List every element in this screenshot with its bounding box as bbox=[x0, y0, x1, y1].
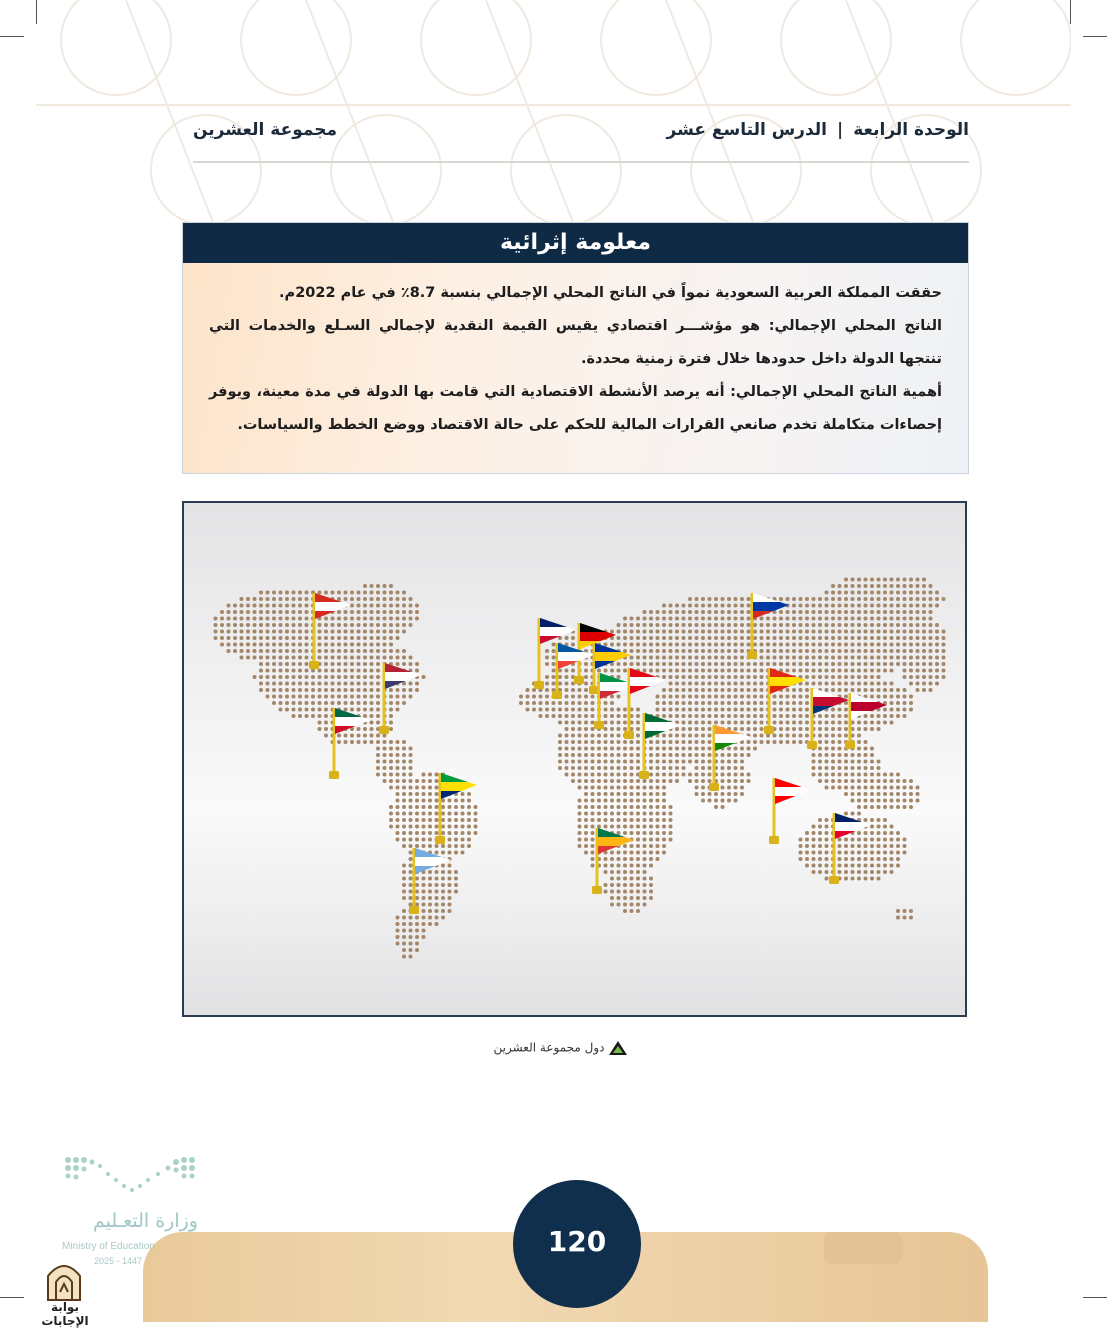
crop-mark bbox=[1083, 1297, 1107, 1298]
ministry-year: 2025 - 1447 bbox=[94, 1256, 143, 1266]
ministry-name-arabic: وزارة التعـليم bbox=[92, 1210, 198, 1232]
unit-title: الوحدة الرابعة bbox=[853, 120, 969, 140]
watermark-stamp bbox=[822, 1228, 904, 1268]
header-separator: | bbox=[836, 120, 844, 140]
ministry-logo-dots-icon bbox=[62, 1154, 198, 1198]
flag-usa-icon bbox=[379, 663, 421, 734]
info-paragraph: أهمية الناتج المحلي الإجمالي: أنه يرصد الأنشطة الاقتصادية التي قامت بها الدولة في مدة معينة، ويوفر إحصاءات متكاملة تخدم صانعي القرارات المالية للحكم على حالة الاقتصاد ووضع الخطط والسياسات. bbox=[209, 384, 942, 433]
crop-mark bbox=[1070, 0, 1071, 24]
caption-text: دول مجموعة العشرين bbox=[493, 1040, 605, 1055]
flag-indonesia-icon bbox=[769, 778, 811, 844]
triangle-icon bbox=[608, 1040, 628, 1056]
ministry-name-english: Ministry of Education bbox=[62, 1241, 155, 1252]
info-paragraph: الناتج المحلي الإجمالي: هو مؤشـــر اقتصادي يقيس القيمة النقدية لإجمالي السـلع والخدمات التي تنتجها الدولة داخل حدودها خلال فترة زمنية محددة. bbox=[209, 318, 942, 367]
g20-world-map bbox=[182, 501, 967, 1017]
answers-portal-label: بوابة الإجابات bbox=[41, 1300, 89, 1328]
flag-saudi-arabia-icon bbox=[639, 713, 681, 779]
crop-mark bbox=[36, 0, 37, 24]
page-header bbox=[193, 112, 969, 164]
answers-portal-logo-icon bbox=[42, 1256, 86, 1302]
info-box-body bbox=[183, 263, 968, 442]
lesson-title: الدرس التاسع عشر bbox=[666, 120, 827, 140]
map-caption bbox=[480, 1040, 642, 1064]
info-paragraph: حققت المملكة العربية السعودية نمواً في الناتج المحلي الإجمالي بنسبة 8.7٪ في عام 2022م. bbox=[279, 285, 942, 301]
info-box-title: معلومة إثرائية bbox=[183, 223, 968, 263]
flag-south-korea-icon bbox=[807, 688, 849, 749]
header-divider bbox=[193, 161, 969, 163]
page-number: 120 bbox=[547, 1225, 607, 1258]
topic-title: مجموعة العشرين bbox=[193, 120, 338, 140]
crop-mark bbox=[0, 1297, 24, 1298]
unit-lesson-label bbox=[667, 120, 969, 140]
world-map-illustration bbox=[184, 503, 965, 1015]
crop-mark bbox=[1083, 36, 1107, 37]
enrichment-info-box bbox=[182, 222, 969, 474]
crop-mark bbox=[0, 36, 24, 37]
